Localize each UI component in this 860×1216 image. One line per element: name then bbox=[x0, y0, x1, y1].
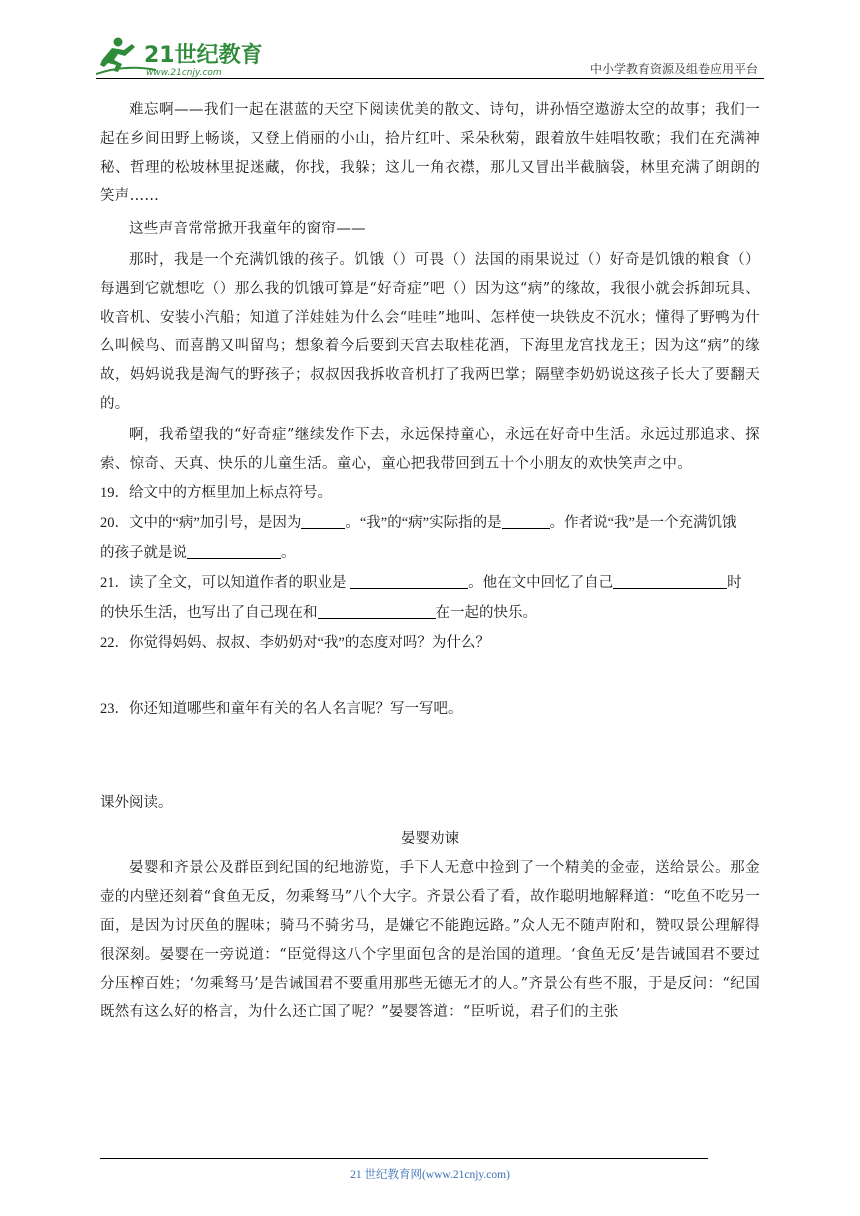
passage1-paragraph-3: 那时，我是一个充满饥饿的孩子。饥饿（）可畏（）法国的雨果说过（）好奇是饥饿的粮食（）每遇到它就想吃（）那么我的饥饿可算是“好奇症”吧（）因为这“病”的缘故，我很小就会拆卸玩具、收音机、安装小汽船；知道了洋娃娃为什么会“哇哇”地叫、怎样使一块铁皮不沉水；懂得了野鸭为什么叫候鸟、而喜鹊又叫留鸟；想象着今后要到天宫去取桂花酒，下海里龙宫找龙王；因为这“病”的缘故，妈妈说我是淘气的野孩子；叔叔因我拆收音机打了我两巴掌；隔壁李奶奶说这孩子长大了要翻天的。 bbox=[100, 251, 760, 412]
question-19: 19．给文中的方框里加上标点符号。 bbox=[100, 485, 332, 502]
footer-divider bbox=[100, 1158, 708, 1159]
answer-blank[interactable] bbox=[613, 573, 727, 589]
document-body bbox=[100, 96, 760, 1027]
answer-blank[interactable] bbox=[187, 543, 281, 559]
answer-blank[interactable] bbox=[301, 513, 345, 529]
question-21: 21．读了全文，可以知道作者的职业是 。他在文中回忆了自己 时 的快乐生活，也写出了自己现在和 在一起的快乐。 bbox=[100, 575, 742, 622]
passage1-paragraph-1: 难忘啊——我们一起在湛蓝的天空下阅读优美的散文、诗句，讲孙悟空遨游太空的故事；我们一起在乡间田野上畅谈，又登上俏丽的小山，拾片红叶、采朵秋菊，跟着放牛娃唱牧歌；我们在充满神秘、哲理的松坡林里捉迷藏，你找，我躲；这儿一角衣襟，那儿又冒出半截脑袋，林里充满了朗朗的笑声…… bbox=[100, 102, 760, 205]
answer-blank[interactable] bbox=[502, 513, 550, 529]
footer-text[interactable]: 21 世纪教育网(www.21cnjy.com) bbox=[350, 1169, 510, 1181]
logo-icon bbox=[96, 34, 266, 78]
passage1-paragraph-2: 这些声音常常掀开我童年的窗帘—— bbox=[129, 221, 366, 238]
answer-blank[interactable] bbox=[318, 603, 436, 619]
svg-text:www.21cnjy.com: www.21cnjy.com bbox=[146, 68, 222, 78]
question-20: 20．文中的“病”加引号，是因为 。“我”的“病”实际指的是 。作者说“我”是一个充满饥饿 的孩子就是说 。 bbox=[100, 515, 737, 562]
passage1-paragraph-4: 啊，我希望我的“好奇症”继续发作下去，永远保持童心，永远在好奇中生活。永远过那追求、探索、惊奇、天真、快乐的儿童生活。童心，童心把我带回到五十个小朋友的欢快笑声之中。 bbox=[100, 426, 760, 472]
page-header bbox=[96, 30, 764, 80]
answer-space[interactable] bbox=[100, 658, 760, 694]
section-heading: 课外阅读。 bbox=[100, 795, 173, 812]
answer-blank[interactable] bbox=[350, 573, 468, 589]
question-22: 22．你觉得妈妈、叔叔、李奶奶对“我”的态度对吗？为什么？ bbox=[100, 635, 490, 652]
answer-space[interactable] bbox=[100, 724, 760, 788]
passage2-title: 晏婴劝谏 bbox=[401, 831, 459, 848]
svg-text:21世纪教育: 21世纪教育 bbox=[144, 43, 263, 68]
header-divider bbox=[96, 78, 764, 79]
header-platform-text: 中小学教育资源及组卷应用平台 bbox=[589, 62, 758, 76]
passage2-paragraph-1: 晏婴和齐景公及群臣到纪国的纪地游览，手下人无意中捡到了一个精美的金壶，送给景公。那金壶的内壁还刻着“食鱼无反，勿乘驽马”八个大字。齐景公看了看，故作聪明地解释道：“吃鱼不吃另一面，是因为讨厌鱼的腥味；骑马不骑劣马，是嫌它不能跑远路。”众人无不随声附和，赞叹景公理解得很深刻。晏婴在一旁说道：“臣觉得这八个字里面包含的是治国的道理。‘食鱼无反’是告诫国君不要过分压榨百姓；‘勿乘驽马’是告诫国君不要重用那些无德无才的人。”齐景公有些不服，于是反问：“纪国既然有这么好的格言，为什么还亡国了呢？”晏婴答道：“臣听说，君子们的主张 bbox=[100, 860, 760, 1021]
question-23: 23．你还知道哪些和童年有关的名人名言呢？写一写吧。 bbox=[100, 701, 463, 718]
